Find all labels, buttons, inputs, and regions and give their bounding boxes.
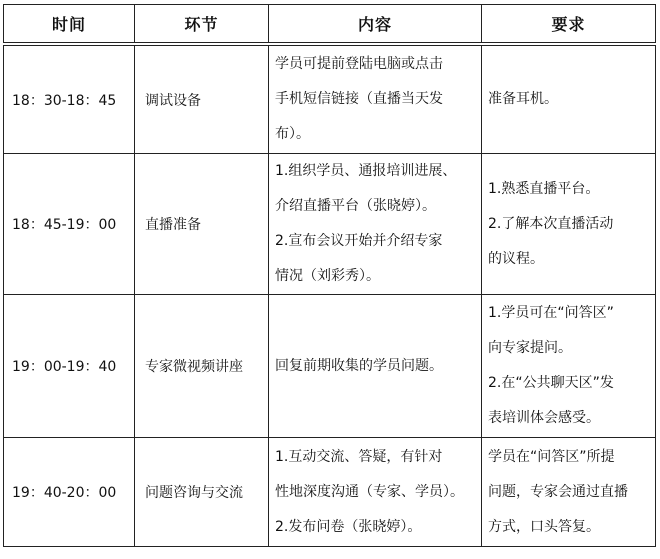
- content-cell: [269, 295, 482, 438]
- header-requirement: 要求: [482, 5, 656, 45]
- stage-cell: 专家微视频讲座: [135, 295, 269, 438]
- requirement-cell: [482, 295, 656, 438]
- requirement-line: 的议程。: [488, 250, 544, 267]
- requirement-line: 2.在“公共聊天区”发: [488, 375, 614, 391]
- header-row: [4, 5, 656, 45]
- content-line: 学员可提前登陆电脑或点击: [275, 56, 443, 72]
- requirement-line: 表培训体会感受。: [488, 410, 600, 426]
- requirement-line: 问题，专家会通过直播: [488, 483, 628, 500]
- header-time: 时间: [4, 5, 135, 45]
- content-cell: [269, 154, 482, 295]
- content-line: 1.组织学员、通报培训进展、: [275, 163, 457, 179]
- requirement-cell: [482, 438, 656, 547]
- requirement-line: 方式，口头答复。: [488, 518, 600, 535]
- table-row: [4, 44, 656, 154]
- requirement-cell: [482, 154, 656, 295]
- header-content: 内容: [269, 5, 482, 45]
- time-cell: 18：30-18：45: [4, 44, 135, 154]
- content-line: 2.宣布会议开始并介绍专家: [275, 233, 443, 249]
- table-row: [4, 154, 656, 295]
- content-cell: [269, 44, 482, 154]
- time-cell: 19：40-20：00: [4, 438, 135, 547]
- requirement-line: 准备耳机。: [488, 91, 558, 107]
- content-line: 手机短信链接（直播当天发: [275, 91, 443, 107]
- header-stage: 环节: [135, 5, 269, 45]
- requirement-cell: [482, 44, 656, 154]
- table-row: [4, 295, 656, 438]
- stage-cell: 调试设备: [135, 44, 269, 154]
- stage-cell: 直播准备: [135, 154, 269, 295]
- content-line: 2.发布问卷（张晓婷）。: [275, 518, 422, 535]
- stage-cell: 问题咨询与交流: [135, 438, 269, 547]
- content-cell: [269, 438, 482, 547]
- content-line: 布）。: [275, 126, 310, 142]
- content-line: 情况（刘彩秀）。: [275, 268, 380, 284]
- requirement-line: 1.熟悉直播平台。: [488, 180, 600, 197]
- content-line: 性地深度沟通（专家、学员）。: [275, 483, 464, 500]
- content-line: 1.互动交流、答疑，有针对: [275, 448, 443, 465]
- schedule-table: [3, 4, 656, 547]
- requirement-line: 学员在“问答区”所提: [488, 448, 615, 465]
- requirement-line: 1.学员可在“问答区”: [488, 305, 614, 321]
- requirement-line: 向专家提问。: [488, 340, 572, 356]
- time-cell: 18：45-19：00: [4, 154, 135, 295]
- content-line: 回复前期收集的学员问题。: [275, 357, 443, 374]
- time-cell: 19：00-19：40: [4, 295, 135, 438]
- table-row: [4, 438, 656, 547]
- content-line: 介绍直播平台（张晓婷）。: [275, 198, 436, 214]
- requirement-line: 2.了解本次直播活动: [488, 215, 614, 232]
